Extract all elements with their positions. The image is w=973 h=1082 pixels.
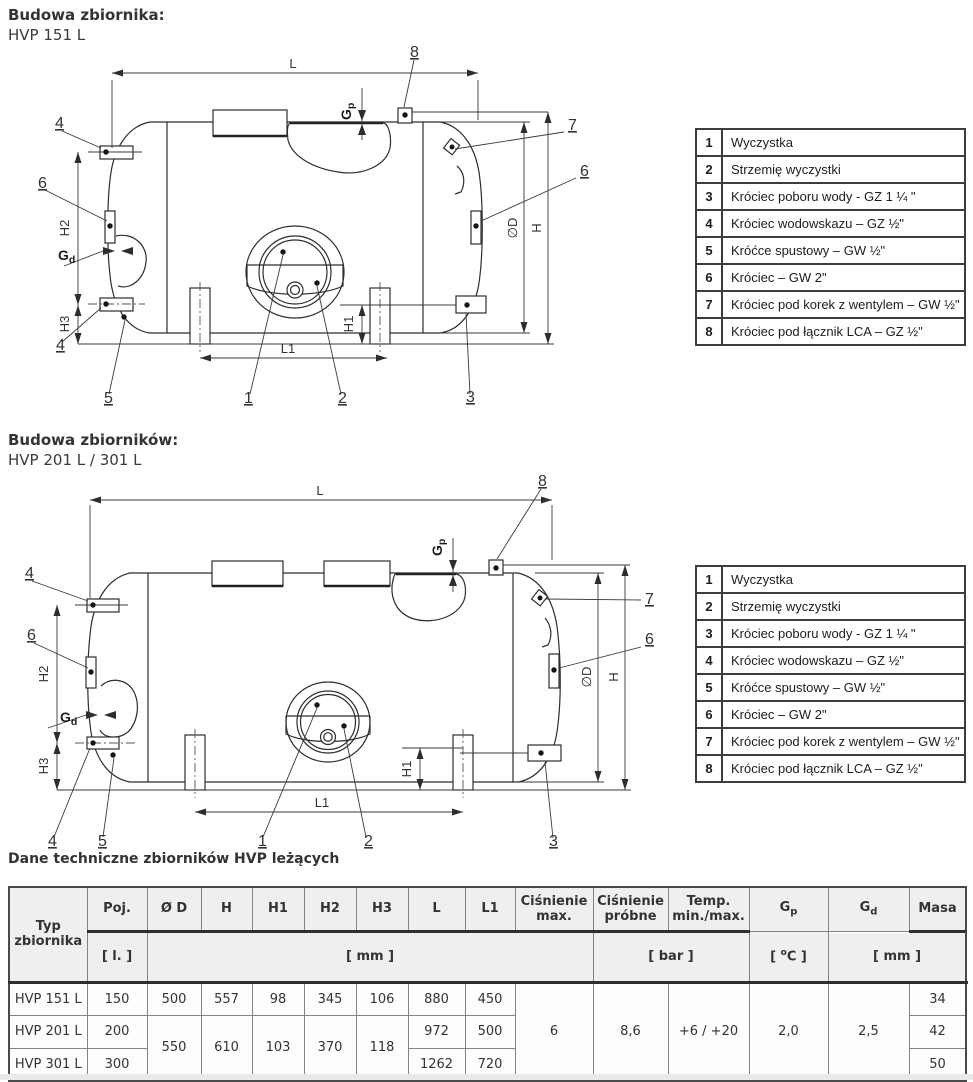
cell-masa: 34: [909, 982, 966, 1015]
cell-l: 880: [408, 982, 465, 1015]
tank-diagram-hvp-151: [0, 30, 690, 430]
cell-masa: 50: [909, 1048, 966, 1081]
legend-label: Króciec wodowskazu – GZ ½": [722, 647, 965, 674]
cell-h3: 106: [356, 982, 408, 1015]
unit-bar: [ bar ]: [593, 931, 749, 982]
cell-cisnienie-max: 6: [515, 982, 593, 1081]
legend-row: [696, 237, 965, 264]
legend-row: [696, 210, 965, 237]
gp-label: $G_p$: [338, 102, 357, 120]
section1-subtitle: HVP 151 L: [8, 26, 86, 44]
cell-gd: 2,5: [828, 982, 909, 1081]
legend-label: Strzemię wyczystki: [722, 156, 965, 183]
dim-label-diameter: ∅D: [579, 666, 594, 688]
unit-temp: [ $^o$C ]: [749, 931, 828, 982]
col-header-temp: Temp. min./max.: [668, 887, 749, 931]
table-row-hvp-151: [9, 982, 966, 1015]
legend-label: Króciec – GW 2": [722, 701, 965, 728]
legend-num: 4: [696, 210, 722, 237]
dim-label-H3: H3: [57, 315, 72, 333]
legend-num: 5: [696, 674, 722, 701]
dim-label-L: L: [316, 483, 324, 498]
legend-row: [696, 183, 965, 210]
dim-label-L: L: [289, 56, 297, 71]
cell-poj: 300: [87, 1048, 147, 1081]
legend-label: Króćce spustowy – GW ½": [722, 674, 965, 701]
cell-h1: 103: [252, 1015, 304, 1081]
legend-label: Wyczystka: [722, 566, 965, 593]
legend-label: Króciec wodowskazu – GZ ½": [722, 210, 965, 237]
callout-5: 5: [104, 390, 113, 407]
section1-title: Budowa zbiornika:: [8, 6, 165, 24]
legend-row: [696, 129, 965, 156]
cell-l1: 500: [465, 1015, 515, 1048]
legend-label: Wyczystka: [722, 129, 965, 156]
dim-label-H3: H3: [36, 757, 51, 775]
col-header-masa: Masa: [909, 887, 966, 931]
legend-num: 6: [696, 701, 722, 728]
legend-label: Strzemię wyczystki: [722, 593, 965, 620]
cell-h2: 345: [304, 982, 356, 1015]
legend-label: Króciec pod korek z wentylem – GW ½": [722, 728, 965, 755]
drain-blob: [116, 235, 146, 287]
col-header-cisnienie-probne: Ciśnienie próbne: [593, 887, 668, 931]
callout-4-bottom: 4: [48, 833, 57, 850]
callout-4-bottom: 4: [56, 337, 65, 354]
col-header-h2: H2: [304, 887, 356, 931]
col-header-typ: Typ zbiornika: [9, 887, 87, 982]
legend-num: 7: [696, 291, 722, 318]
unit-poj: [ l. ]: [87, 931, 147, 982]
col-header-gp: $G_p$: [749, 887, 828, 931]
legend-label: Króciec pod łącznik LCA – GZ ½": [722, 318, 965, 345]
unit-g-mm: [ mm ]: [828, 931, 966, 982]
legend-num: 8: [696, 318, 722, 345]
fitting-3: [456, 296, 486, 313]
callout-2: 2: [364, 833, 373, 850]
legend-label: Króćce spustowy – GW ½": [722, 237, 965, 264]
legend-row: [696, 701, 965, 728]
cell-poj: 150: [87, 982, 147, 1015]
legend-row: [696, 593, 965, 620]
legend-label: Króciec pod korek z wentylem – GW ½": [722, 291, 965, 318]
cell-masa: 42: [909, 1015, 966, 1048]
col-header-h3: H3: [356, 887, 408, 931]
dim-label-H1: H1: [341, 315, 356, 333]
callout-1: 1: [258, 833, 267, 850]
cell-h: 610: [201, 1015, 252, 1081]
cell-h2: 370: [304, 1015, 356, 1081]
callout-1: 1: [244, 390, 253, 407]
legend-row: [696, 318, 965, 345]
cell-d: 500: [147, 982, 201, 1015]
cell-typ: HVP 151 L: [9, 982, 87, 1015]
legend-num: 1: [696, 129, 722, 156]
units-row: [9, 931, 966, 982]
legend-row: [696, 755, 965, 782]
manhole: [286, 682, 370, 762]
legend-table-2: [695, 565, 966, 783]
dimensions: [36, 483, 625, 812]
top-pad-1: [212, 561, 283, 586]
bracket-detail: [455, 166, 464, 194]
dim-label-H2: H2: [57, 219, 72, 237]
col-header-gd: $G_d$: [828, 887, 909, 931]
dim-label-diameter: ∅D: [505, 217, 520, 239]
callout-2: 2: [338, 390, 347, 407]
section2-title: Budowa zbiorników:: [8, 431, 179, 449]
legend-num: 6: [696, 264, 722, 291]
legend-row: [696, 566, 965, 593]
legend-label: Króciec pod łącznik LCA – GZ ½": [722, 755, 965, 782]
cell-typ: HVP 301 L: [9, 1048, 87, 1081]
callout-3: 3: [549, 833, 558, 850]
gd-label: $G_d$: [60, 709, 78, 728]
legend-row: [696, 674, 965, 701]
legend-num: 2: [696, 156, 722, 183]
legend-table-1: [695, 128, 966, 346]
header-row: [9, 887, 966, 931]
col-header-l: L: [408, 887, 465, 931]
label-plate-blob: [287, 123, 390, 173]
legend-num: 2: [696, 593, 722, 620]
callout-3: 3: [466, 389, 475, 406]
legend-num: 1: [696, 566, 722, 593]
dim-label-H1: H1: [399, 760, 414, 778]
cell-h: 557: [201, 982, 252, 1015]
fitting-5: [110, 752, 115, 757]
dim-label-H: H: [606, 672, 621, 682]
legend-row: [696, 647, 965, 674]
callout-7: 7: [568, 117, 577, 134]
top-pad: [213, 110, 287, 136]
cell-l: 1262: [408, 1048, 465, 1081]
legend-num: 3: [696, 620, 722, 647]
legend-label: Króciec – GW 2": [722, 264, 965, 291]
callout-6-right: 6: [580, 163, 589, 180]
cell-l1: 450: [465, 982, 515, 1015]
cell-h3: 118: [356, 1015, 408, 1081]
col-header-poj: Poj.: [87, 887, 147, 931]
callout-8: 8: [410, 44, 419, 61]
legend-row: [696, 291, 965, 318]
callout-5: 5: [98, 833, 107, 850]
legend-num: 8: [696, 755, 722, 782]
legend-num: 7: [696, 728, 722, 755]
cell-typ: HVP 201 L: [9, 1015, 87, 1048]
legend-label: Króciec poboru wody - GZ 1 ¼ ": [722, 620, 965, 647]
dim-label-H2: H2: [36, 665, 51, 683]
cell-gp: 2,0: [749, 982, 828, 1081]
cell-poj: 200: [87, 1015, 147, 1048]
cell-d: 550: [147, 1015, 201, 1081]
col-header-h1: H1: [252, 887, 304, 931]
fitting-5: [121, 314, 126, 319]
dim-label-L1: L1: [314, 795, 330, 810]
manhole: [246, 226, 344, 318]
gp-label: $G_p$: [429, 538, 448, 556]
legend-label: Króciec poboru wody - GZ 1 ¼ ": [722, 183, 965, 210]
tank-diagram-hvp-201-301: [0, 460, 690, 880]
cell-cisnienie-probne: 8,6: [593, 982, 668, 1081]
legend-row: [696, 156, 965, 183]
callout-6-right: 6: [645, 631, 654, 648]
legend-row: [696, 620, 965, 647]
legend-row: [696, 264, 965, 291]
section2-subtitle: HVP 201 L / 301 L: [8, 451, 142, 469]
col-header-l1: L1: [465, 887, 515, 931]
callout-6-left: 6: [27, 627, 36, 644]
page-bottom-strip: [0, 1074, 973, 1080]
callout-4-top: 4: [25, 565, 34, 582]
cell-h1: 98: [252, 982, 304, 1015]
dim-label-H: H: [529, 223, 544, 233]
legend-row: [696, 728, 965, 755]
cell-temp: +6 / +20: [668, 982, 749, 1081]
cell-l1: 720: [465, 1048, 515, 1081]
top-pad-2: [324, 561, 390, 586]
drain-blob: [100, 680, 137, 737]
dim-label-L1: L1: [280, 341, 296, 356]
cell-l: 972: [408, 1015, 465, 1048]
callout-6-left: 6: [38, 175, 47, 192]
gd-label: $G_d$: [58, 247, 76, 266]
fitting-3: [528, 745, 561, 761]
callout-4-top: 4: [55, 115, 64, 132]
spec-table: [8, 886, 967, 1082]
callout-8: 8: [538, 473, 547, 490]
unit-mm: [ mm ]: [147, 931, 593, 982]
legend-num: 4: [696, 647, 722, 674]
col-header-d: Ø D: [147, 887, 201, 931]
legend-num: 3: [696, 183, 722, 210]
col-header-cisnienie-max: Ciśnienie max.: [515, 887, 593, 931]
col-header-h: H: [201, 887, 252, 931]
legend-num: 5: [696, 237, 722, 264]
bracket-detail: [542, 618, 551, 647]
spec-table-title: Dane techniczne zbiorników HVP leżących: [8, 851, 340, 867]
callout-7: 7: [645, 591, 654, 608]
